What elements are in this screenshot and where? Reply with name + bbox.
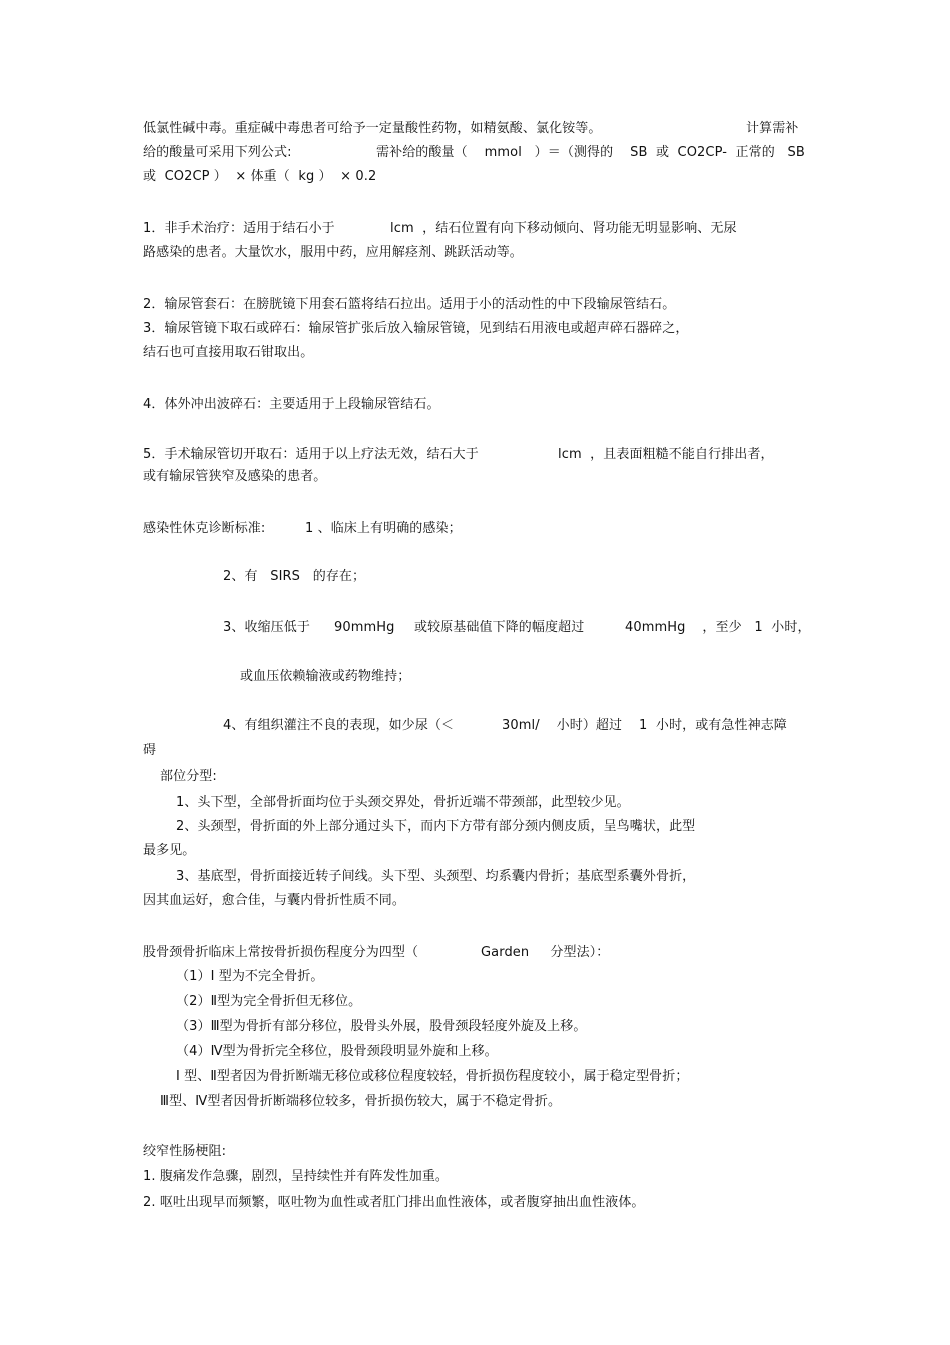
stone-item-3: 3．输尿管镜下取石或碎石：输尿管扩张后放入输尿管镜，见到结石用液电或超声碎石器碎之， bbox=[143, 321, 689, 336]
stone-item-5: 5．手术输尿管切开取石：适用于以上疗法无效，结石大于 bbox=[143, 447, 479, 462]
fracture-type-3: 3、基底型，骨折面接近转子间线。头下型、头颈型、均系囊内骨折；基底型系囊外骨折， bbox=[176, 869, 696, 884]
acid-formula: 需补给的酸量（ mmol ）＝（测得的 SB 或 CO2CP- 正常的 SB bbox=[376, 145, 805, 160]
acid-line-1: 低氯性碱中毒。重症碱中毒患者可给予一定量酸性药物，如精氨酸、氯化铵等。 bbox=[143, 121, 602, 136]
shock-criterion-4: 4、有组织灌注不良的表现，如少尿（＜ bbox=[223, 718, 455, 733]
shock-title: 感染性休克诊断标准: bbox=[143, 521, 266, 536]
stone-item-3-line-2: 结石也可直接用取石钳取出。 bbox=[143, 345, 314, 360]
shock-criterion-2: 2、有 SIRS 的存在； bbox=[223, 569, 366, 584]
stone-item-5-line-2: 或有输尿管狭窄及感染的患者。 bbox=[143, 469, 327, 484]
stone-item-2: 2．输尿管套石：在膀胱镜下用套石篮将结石拉出。适用于小的活动性的中下段输尿管结石。 bbox=[143, 297, 676, 312]
shock-criterion-3-tail: 40mmHg ，至少 1 小时， bbox=[625, 620, 811, 635]
garden-type-4: （4）Ⅳ型为骨折完全移位，股骨颈段明显外旋和上移。 bbox=[176, 1044, 498, 1059]
garden-title-tail: Garden 分型法）： bbox=[481, 945, 610, 960]
garden-title: 股骨颈骨折临床上常按骨折损伤程度分为四型（ bbox=[143, 945, 419, 960]
garden-unstable: Ⅲ型、Ⅳ型者因骨折断端移位较多，骨折损伤较大，属于不稳定骨折。 bbox=[160, 1094, 562, 1109]
stone-item-1-line-2: 路感染的患者。大量饮水，服用中药，应用解痉剂、跳跃活动等。 bbox=[143, 245, 523, 260]
stone-item-4: 4．体外冲出波碎石：主要适用于上段输尿管结石。 bbox=[143, 397, 440, 412]
stone-item-5-cont: lcm ，且表面粗糙不能自行排出者， bbox=[558, 447, 774, 462]
garden-stable: Ⅰ 型、Ⅱ型者因为骨折断端无移位或移位程度较轻，骨折损伤程度较小，属于稳定型骨折； bbox=[176, 1069, 689, 1084]
fracture-type-2-line-2: 最多见。 bbox=[143, 843, 196, 858]
shock-criterion-4-line-2: 碍 bbox=[143, 743, 157, 758]
fracture-title: 部位分型: bbox=[160, 769, 217, 784]
acid-line-3: 或 CO2CP ） × 体重（ kg ） × 0.2 bbox=[143, 169, 377, 184]
shock-criterion-4-cont: 30ml/ 小时）超过 1 小时，或有急性神志障 bbox=[502, 718, 787, 733]
fracture-type-1: 1、头下型，全部骨折面均位于头颈交界处，骨折近端不带颈部，此型较少见。 bbox=[176, 795, 630, 810]
stone-item-1: 1．非手术治疗：适用于结石小于 bbox=[143, 221, 335, 236]
acid-line-1-tail: 计算需补 bbox=[746, 121, 799, 136]
stone-item-1-cont: lcm ，结石位置有向下移动倾向、肾功能无明显影响、无尿 bbox=[390, 221, 737, 236]
shock-criterion-1: 1 、临床上有明确的感染； bbox=[305, 521, 462, 536]
garden-type-2: （2）Ⅱ型为完全骨折但无移位。 bbox=[176, 994, 362, 1009]
bowel-item-2: 2. 呕吐出现早而频繁，呕吐物为血性或者肛门排出血性液体，或者腹穿抽出血性液体。 bbox=[143, 1195, 645, 1210]
garden-type-1: （1）Ⅰ 型为不完全骨折。 bbox=[176, 969, 324, 984]
shock-criterion-3: 3、收缩压低于 bbox=[223, 620, 310, 635]
fracture-type-3-line-2: 因其血运好，愈合佳，与囊内骨折性质不同。 bbox=[143, 893, 406, 908]
shock-criterion-3-line-2: 或血压依赖输液或药物维持； bbox=[240, 669, 411, 684]
acid-line-2: 给的酸量可采用下列公式: bbox=[143, 145, 292, 160]
shock-criterion-3-value: 90mmHg bbox=[334, 620, 395, 635]
bowel-item-1: 1. 腹痛发作急骤，剧烈，呈持续性并有阵发性加重。 bbox=[143, 1169, 449, 1184]
garden-type-3: （3）Ⅲ型为骨折有部分移位，股骨头外展，股骨颈段轻度外旋及上移。 bbox=[176, 1019, 587, 1034]
fracture-type-2: 2、头颈型，骨折面的外上部分通过头下，而内下方带有部分颈内侧皮质，呈鸟嘴状，此型 bbox=[176, 819, 696, 834]
shock-criterion-3-cont: 或较原基础值下降的幅度超过 bbox=[414, 620, 585, 635]
bowel-title: 绞窄性肠梗阻: bbox=[143, 1144, 227, 1159]
